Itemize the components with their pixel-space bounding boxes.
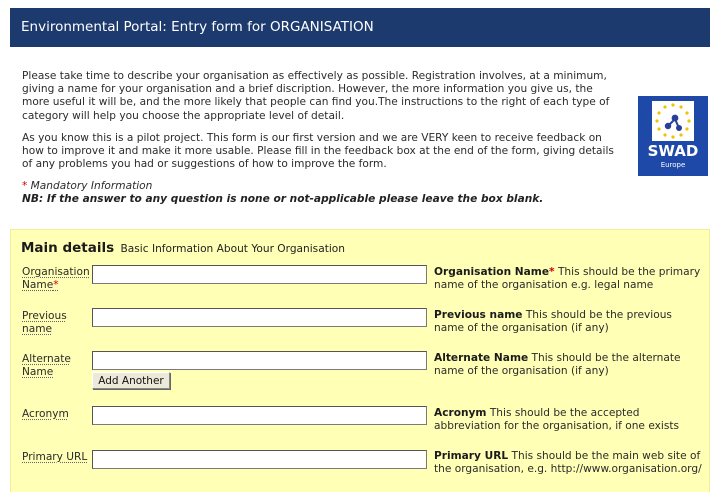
acronym-input[interactable] bbox=[92, 406, 427, 425]
page-title: Environmental Portal: Entry form for ORGANISATION bbox=[21, 19, 374, 35]
organisation-name-help bbox=[434, 266, 704, 292]
help-title: Primary URL bbox=[434, 450, 509, 462]
alternate-name-label: Alternate Name bbox=[22, 353, 71, 378]
primary-url-input[interactable] bbox=[92, 450, 427, 469]
required-asterisk: * bbox=[549, 266, 555, 278]
primary-url-label: Primary URL bbox=[22, 451, 88, 463]
organisation-name-label-text: Organisation Name bbox=[22, 266, 90, 291]
help-text: This should be the previous name of the organisation (if any) bbox=[434, 309, 672, 335]
primary-url-help bbox=[434, 450, 704, 476]
section-title: Main details bbox=[21, 240, 115, 256]
page-header bbox=[10, 8, 710, 47]
logo-text-europe: Europe bbox=[660, 161, 686, 169]
required-asterisk: * bbox=[53, 279, 59, 291]
intro-text bbox=[22, 70, 622, 184]
help-title: Previous name bbox=[434, 309, 523, 321]
main-details-section bbox=[10, 229, 710, 492]
help-text: This should be the accepted abbreviation for the organisation, if one exists bbox=[434, 407, 680, 433]
help-title: Acronym bbox=[434, 407, 487, 419]
previous-name-help bbox=[434, 309, 704, 335]
alternate-name-input[interactable] bbox=[92, 351, 427, 370]
swad-europe-logo bbox=[638, 96, 708, 176]
acronym-label: Acronym bbox=[22, 408, 69, 420]
help-text: This should be the primary name of the organisation e.g. legal name bbox=[434, 266, 701, 292]
swad-emblem-icon bbox=[652, 101, 694, 141]
organisation-name-input[interactable] bbox=[92, 265, 427, 284]
nb-note: NB: If the answer to any question is none or not-applicable please leave the box blank. bbox=[22, 193, 544, 205]
organisation-name-label bbox=[22, 266, 94, 292]
intro-paragraph-2: As you know this is a pilot project. This form is our first version and we are VERY keen to receive feedback on how to improve it and make it more usable. Please fill in the feedback box at the end of the form, giving details of any problems you had or suggestions of how to improve the form. bbox=[22, 132, 614, 171]
logo-text-swad: SWAD bbox=[647, 142, 699, 160]
intro-paragraph-1: Please take time to describe your organisation as effectively as possible. Registration involves, at a minimum, giving a name for your organisation and a brief discription. However, the more information you give us, the more useful it will be, and the more likely that people can find you.The instructions to the right of each type of category will help you choose the appropriate level of detail. bbox=[22, 70, 610, 122]
section-subtitle: Basic Information About Your Organisation bbox=[120, 243, 345, 255]
help-title: Organisation Name bbox=[434, 266, 550, 278]
help-text: This should be the main web site of the organisation, e.g. http://www.organisation.org/ bbox=[434, 450, 702, 476]
section-heading bbox=[21, 240, 345, 256]
previous-name-label: Previous name bbox=[22, 310, 67, 335]
mandatory-note-text: Mandatory Information bbox=[30, 180, 153, 192]
help-text: This should be the alternate name of the organisation (if any) bbox=[434, 352, 681, 378]
help-title: Alternate Name bbox=[434, 352, 529, 364]
previous-name-input[interactable] bbox=[92, 308, 427, 327]
acronym-help bbox=[434, 407, 704, 433]
mandatory-note bbox=[22, 180, 152, 193]
required-asterisk: * bbox=[22, 180, 28, 192]
add-another-button[interactable]: Add Another bbox=[92, 372, 170, 389]
alternate-name-help bbox=[434, 352, 704, 378]
